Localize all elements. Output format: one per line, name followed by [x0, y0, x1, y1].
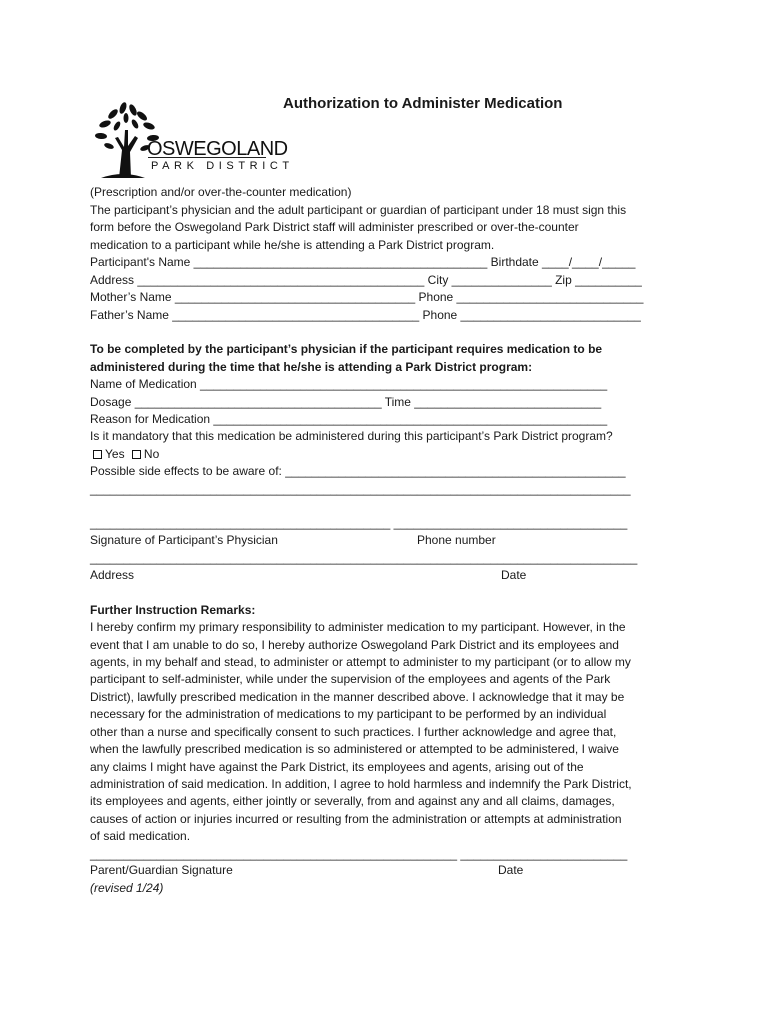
- medication-name-field[interactable]: Name of Medication _____________________________________________________________: [90, 377, 608, 391]
- father-name-field[interactable]: Father’s Name _____________________________________ Phone ___________________________: [90, 308, 641, 322]
- physician-signature-label: Signature of Participant’s Physician: [90, 533, 278, 547]
- physician-section-heading: administered during the time that he/she is attending a Park District program:: [90, 360, 533, 374]
- remarks-line: of said medication.: [90, 829, 191, 843]
- logo-divider: [148, 157, 266, 158]
- mandatory-options: [93, 446, 159, 463]
- mother-name-field[interactable]: Mother’s Name ____________________________________ Phone ____________________________: [90, 290, 644, 304]
- side-effects-line[interactable]: _________________________________________________________________________________: [90, 482, 631, 496]
- physician-signature-line[interactable]: _____________________________________________ ___________________________________: [90, 516, 628, 530]
- yes-label: Yes: [105, 447, 125, 461]
- physician-address-label: Address: [90, 568, 135, 582]
- reason-field[interactable]: Reason for Medication ___________________________________________________________: [90, 412, 608, 426]
- remarks-line: participant to self-administer, while under the supervision of the employees and agents of the Park: [90, 672, 611, 686]
- address-field[interactable]: Address ___________________________________________ City _______________ Zip __________: [90, 273, 642, 287]
- remarks-line: District), lawfully prescribed medication in the manner described above. I acknowledge that it may be: [90, 690, 625, 704]
- physician-date-label: Date: [501, 568, 527, 582]
- intro-line: form before the Oswegoland Park District staff will administer prescribed or over-the-counter: [90, 220, 579, 234]
- physician-section-heading: To be completed by the participant’s physician if the participant requires medication to be: [90, 342, 603, 356]
- no-checkbox[interactable]: [132, 447, 159, 461]
- remarks-line: causes of action or injuries incurred or resulting from the administration or attempts at administration: [90, 812, 622, 826]
- guardian-signature-line[interactable]: _______________________________________________________ _________________________: [90, 847, 628, 861]
- revision-note: (revised 1/24): [90, 881, 164, 895]
- mandatory-question: Is it mandatory that this medication be administered during this participant’s Park District program?: [90, 429, 613, 443]
- guardian-date-label: Date: [498, 863, 524, 877]
- intro-line: medication to a participant while he/she is attending a Park District program.: [90, 238, 495, 252]
- remarks-line: I hereby confirm my primary responsibility to administer medication to my participant. However, in the: [90, 620, 626, 634]
- remarks-line: its employees and agents, either jointly or severally, from and against any and all claims, damages,: [90, 794, 615, 808]
- page-title: Authorization to Administer Medication: [283, 95, 563, 112]
- intro-line: The participant’s physician and the adult participant or guardian of participant under 18 must sign this: [90, 203, 627, 217]
- park-district-logo: [93, 100, 294, 180]
- no-label: No: [143, 447, 160, 461]
- remarks-line: any claims I might have against the Park District, its employees and agents, arising out of the: [90, 760, 584, 774]
- logo-subtitle: PARK DISTRICT: [151, 160, 294, 172]
- logo-name: OSWEGOLAND: [147, 138, 288, 160]
- remarks-line: administration of said medication. In addition, I agree to hold harmless and indemnify the Park District,: [90, 777, 632, 791]
- remarks-line: agents, in my behalf and stead, to administer or attempt to administer to my participant (or to allow my: [90, 655, 631, 669]
- dosage-time-field[interactable]: Dosage _____________________________________ Time ____________________________: [90, 395, 602, 409]
- physician-address-line[interactable]: __________________________________________________________________________________: [90, 551, 638, 565]
- phone-number-label: Phone number: [417, 533, 496, 547]
- remarks-line: necessary for the administration of medications to my participant to be performed by an individual: [90, 707, 607, 721]
- yes-checkbox[interactable]: [93, 447, 125, 461]
- guardian-signature-label: Parent/Guardian Signature: [90, 863, 233, 877]
- participant-name-field[interactable]: Participant's Name ____________________________________________ Birthdate ____/____/_____: [90, 255, 636, 269]
- remarks-heading: Further Instruction Remarks:: [90, 603, 256, 617]
- checkbox-icon: [93, 450, 102, 459]
- intro-line: (Prescription and/or over-the-counter medication): [90, 185, 352, 199]
- remarks-line: other than a nurse and specifically consent to such practices. I further acknowledge and agree that,: [90, 725, 617, 739]
- checkbox-icon: [132, 450, 141, 459]
- side-effects-field[interactable]: Possible side effects to be aware of: ___________________________________________________: [90, 464, 626, 478]
- remarks-line: when the lawfully prescribed medication is so administered or attempted to be administered, I waive: [90, 742, 619, 756]
- remarks-line: event that I am unable to do so, I hereby authorize Oswegoland Park District and its employees and: [90, 638, 619, 652]
